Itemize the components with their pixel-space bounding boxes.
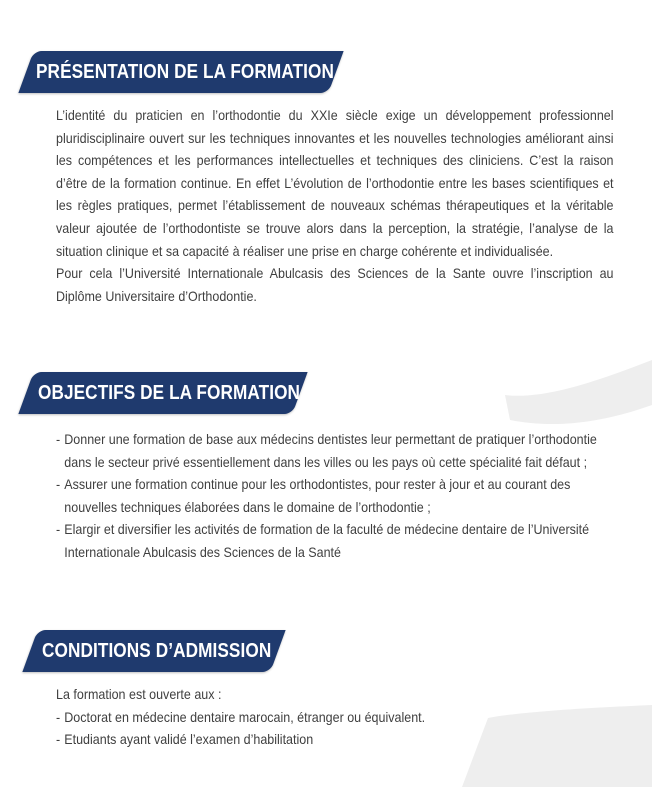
- admission-item-text: Etudiants ayant validé l’examen d’habilitation: [64, 732, 314, 748]
- presentation-paragraph-1: L’identité du praticien en l’orthodontie du XXIe siècle exige un développement professionnel pluridisciplinaire ouvert sur les techniques innovantes et les nouvelles technologies améliorant ainsi les compétences et les performances intellectuelles et techniques des cliniciens. C’est la raison d’être de la formation continue. En effet L’évolution de l’orthodontie entre les bases scientifiques et les règles pratiques, permet l’établissement de nouveaux schémas thérapeutiques et la véritable valeur ajoutée de l’orthodontiste se trouve alors dans la perception, la stratégie, l’analyse de la situation clinique et sa capacité à réaliser une prise en charge cohérente et individualisée.: [56, 108, 614, 259]
- presentation-text: [56, 105, 614, 308]
- admission-item: - Doctorat en médecine dentaire marocain, étranger ou équivalent.: [56, 709, 426, 725]
- objectifs-list: [56, 429, 601, 565]
- objectif-item: - Elargir et diversifier les activités de formation de la faculté de médecine dentaire de l’Université Internationale Abulcasis des Sciences de la Santé: [56, 522, 590, 560]
- objectifs-title: OBJECTIFS DE LA FORMATION: [38, 382, 301, 404]
- admission-item-text: Doctorat en médecine dentaire marocain, étranger ou équivalent.: [64, 709, 426, 725]
- admission-list: [56, 684, 601, 752]
- admission-title: CONDITIONS D’ADMISSION: [42, 640, 272, 662]
- objectif-item-text: Assurer une formation continue pour les orthodontistes, pour rester à jour et au courant des nouvelles techniques élaborées dans le domaine de l’orthodontie ;: [64, 477, 571, 515]
- presentation-paragraph-2: Pour cela l’Université Internationale Abulcasis des Sciences de la Sante ouvre l’inscription au Diplôme Universitaire d’Orthodontie.: [56, 266, 614, 304]
- presentation-title: PRÉSENTATION DE LA FORMATION: [36, 61, 334, 83]
- admission-intro: La formation est ouverte aux :: [56, 687, 222, 702]
- admission-item: - Etudiants ayant validé l’examen d’habilitation: [56, 732, 314, 748]
- objectif-item: - Donner une formation de base aux médecins dentistes leur permettant de pratiquer l’orthodontie dans le secteur privé essentiellement dans les villes ou les pays où cette spécialité fait défaut ;: [56, 432, 597, 470]
- objectif-item-text: Donner une formation de base aux médecins dentistes leur permettant de pratiquer l’orthodontie dans le secteur privé essentiellement dans les villes ou les pays où cette spécialité fait défaut ;: [64, 432, 597, 470]
- objectif-item-text: Elargir et diversifier les activités de formation de la faculté de médecine dentaire de l’Université Internationale Abulcasis des Sciences de la Santé: [64, 522, 590, 560]
- objectif-item: - Assurer une formation continue pour les orthodontistes, pour rester à jour et au courant des nouvelles techniques élaborées dans le domaine de l’orthodontie ;: [56, 477, 571, 515]
